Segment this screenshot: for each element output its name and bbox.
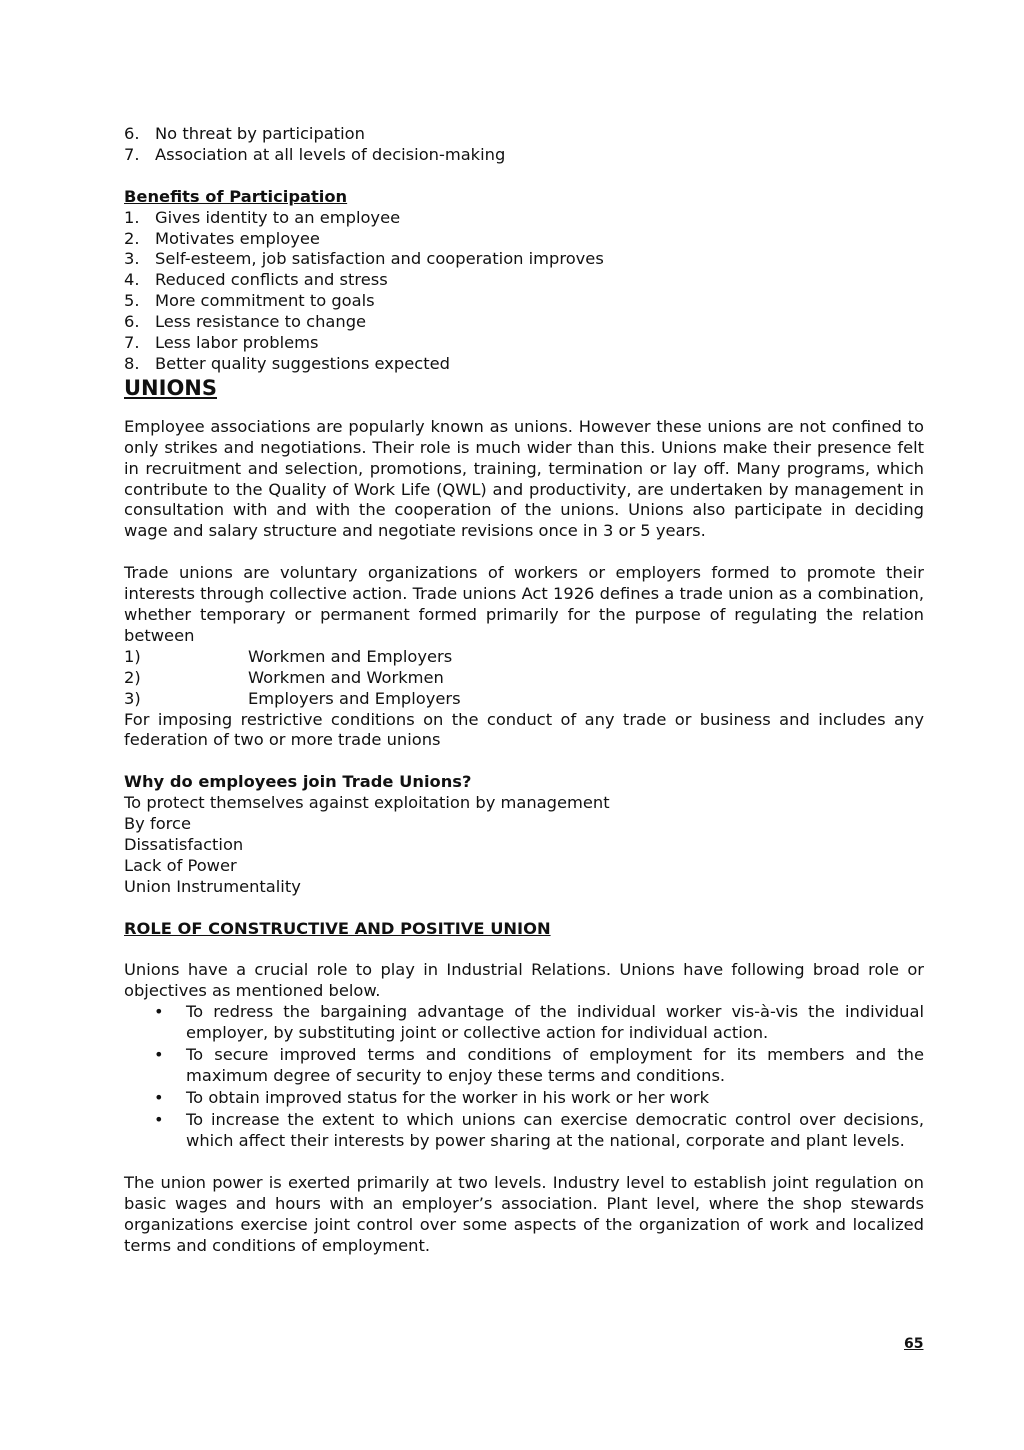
list-item: 4. Reduced conflicts and stress xyxy=(124,270,388,290)
bullet-item: • To obtain improved status for the worker in his work or her work xyxy=(154,1087,710,1107)
bullet-icon: • xyxy=(154,1109,164,1129)
unions-paragraph-1: Employee associations are popularly known as unions. However these unions are not confined to only strikes and negotiations. Their role is much wider than this. Unions make their presence felt in recruitment and selection, promotions, training, termination or lay off. Many programs, which contribute to the Quality of Work Life (QWL) and productivity, are undertaken by management in consultation with and with the cooperation of the unions. Unions also participate in deciding wage and salary structure and negotiate revisions once in 3 or 5 years. xyxy=(124,416,924,541)
page-content xyxy=(124,124,924,1257)
bullet-icon: • xyxy=(154,1044,164,1064)
role-heading: ROLE OF CONSTRUCTIVE AND POSITIVE UNION xyxy=(124,918,551,938)
bullet-item: • To increase the extent to which unions can exercise democratic control over decisions, which affect their interests by power sharing at the national, corporate and plant levels. xyxy=(154,1109,924,1150)
role-bullet-list xyxy=(124,1002,924,1151)
list-item: 8. Better quality suggestions expected xyxy=(124,353,450,373)
reason-item: By force xyxy=(124,814,191,834)
list-item: 3. Self-esteem, job satisfaction and cooperation improves xyxy=(124,249,604,269)
bullet-item: • To redress the bargaining advantage of the individual worker vis-à-vis the individual employer, by substituting joint or collective action for individual action. xyxy=(154,1002,924,1043)
list-item: 5. More commitment to goals xyxy=(124,291,375,311)
relation-item: 1) Workmen and Employers xyxy=(124,646,453,666)
unions-paragraph-3: For imposing restrictive conditions on the conduct of any trade or business and includes any federation of two or more trade unions xyxy=(124,709,924,750)
list-item: 7. Association at all levels of decision-making xyxy=(124,144,506,164)
closing-paragraph: The union power is exerted primarily at two levels. Industry level to establish joint regulation on basic wages and hours with an employer’s association. Plant level, where the shop stewards organizations exercise joint control over some aspects of the organization of work and localized terms and conditions of employment. xyxy=(124,1173,924,1256)
reason-item: Union Instrumentality xyxy=(124,876,301,896)
reason-item: Dissatisfaction xyxy=(124,834,244,854)
list-item: 1. Gives identity to an employee xyxy=(124,207,401,227)
list-item: 7. Less labor problems xyxy=(124,333,319,353)
bullet-item: • To secure improved terms and conditions of employment for its members and the maximum degree of security to enjoy these terms and conditions. xyxy=(154,1044,924,1085)
reason-item: To protect themselves against exploitation by management xyxy=(124,793,610,813)
unions-title: UNIONS xyxy=(124,375,217,400)
why-heading: Why do employees join Trade Unions? xyxy=(124,772,472,792)
role-intro: Unions have a crucial role to play in Industrial Relations. Unions have following broad role or objectives as mentioned below. xyxy=(124,960,924,1001)
unions-paragraph-2: Trade unions are voluntary organizations of workers or employers formed to promote their interests through collective action. Trade unions Act 1926 defines a trade union as a combination, whether temporary or permanent formed primarily for the purpose of regulating the relation between xyxy=(124,563,924,645)
page-number: 65 xyxy=(904,1336,924,1352)
reason-item: Lack of Power xyxy=(124,855,237,875)
relation-item: 3) Employers and Employers xyxy=(124,688,461,708)
list-item: 6. Less resistance to change xyxy=(124,312,367,332)
list-item: 6. No threat by participation xyxy=(124,124,365,143)
bullet-icon: • xyxy=(154,1002,164,1022)
relation-item: 2) Workmen and Workmen xyxy=(124,667,444,687)
bullet-icon: • xyxy=(154,1087,164,1107)
list-item: 2. Motivates employee xyxy=(124,228,320,248)
benefits-heading: Benefits of Participation xyxy=(124,186,348,206)
